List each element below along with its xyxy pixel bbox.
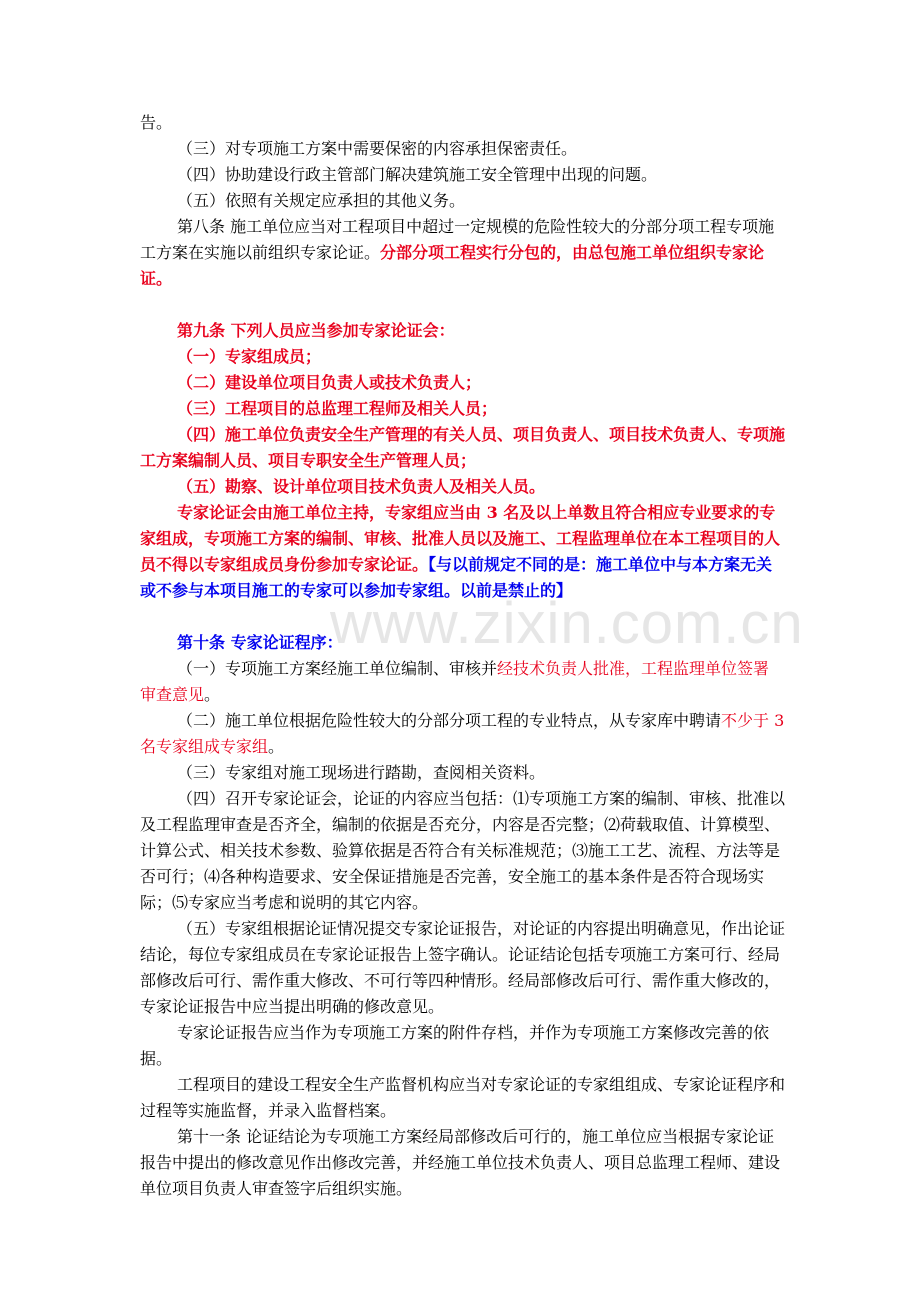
- text-segment: （五）依照有关规定应承担的其他义务。: [177, 191, 466, 210]
- text-segment: （四）协助建设行政主管部门解决建筑施工安全管理中出现的问题。: [177, 165, 658, 184]
- paragraph: [140, 136, 785, 162]
- paragraph: [140, 162, 785, 188]
- text-segment: 专家论证会由施工单位主持，专家组应当由 3 名及以上单数且符合相应专业要求的专家组成，专项施工方案的编制、审核、批准人员以及施工、工程监理单位在本工程项目的人员不得以专家组成员身份参加专家论证。: [140, 503, 781, 574]
- text-segment: （二）施工单位根据危险性较大的分部分项工程的专业特点，从专家库中聘请: [177, 711, 722, 730]
- paragraph: [140, 188, 785, 214]
- text-segment: 。: [268, 737, 285, 756]
- text-segment: 告。: [140, 113, 173, 132]
- text-segment: （三）工程项目的总监理工程师及相关人员；: [177, 399, 498, 418]
- text-segment: 专家论证报告应当作为专项施工方案的附件存档，并作为专项施工方案修改完善的依据。: [140, 1023, 770, 1068]
- paragraph: [140, 344, 785, 370]
- text-segment: 不少于 3 名专家组成专家组: [140, 711, 785, 756]
- paragraph: [140, 474, 785, 500]
- blank-line: [140, 604, 785, 630]
- text-segment: 第十条 专家论证程序：: [177, 633, 343, 652]
- paragraph: [140, 318, 785, 344]
- paragraph: [140, 656, 785, 708]
- paragraph: [140, 916, 785, 1020]
- watermark-text: www.zixin.com.cn: [330, 591, 804, 656]
- document-page: [140, 110, 785, 1202]
- paragraph: [140, 708, 785, 760]
- text-segment: （二）建设单位项目负责人或技术负责人；: [177, 373, 482, 392]
- text-segment: （三）对专项施工方案中需要保密的内容承担保密责任。: [177, 139, 578, 158]
- text-segment: 第九条 下列人员应当参加专家论证会：: [177, 321, 455, 340]
- paragraph: [140, 370, 785, 396]
- text-segment: 。: [204, 685, 221, 704]
- paragraph: [140, 1020, 785, 1072]
- paragraph: [140, 760, 785, 786]
- paragraph: [140, 630, 785, 656]
- text-segment: 工程项目的建设工程安全生产监督机构应当对专家论证的专家组组成、专家论证程序和过程等实施监督，并录入监督档案。: [140, 1075, 786, 1120]
- text-segment: 【与以前规定不同的是：施工单位中与本方案无关或不参与本项目施工的专家可以参加专家组。以前是禁止的】: [140, 555, 773, 600]
- text-segment: （三）专家组对施工现场进行踏勘，查阅相关资料。: [177, 763, 546, 782]
- text-segment: （四）召开专家论证会，论证的内容应当包括：⑴专项施工方案的编制、审核、批准以及工程监理审查是否齐全，编制的依据是否充分，内容是否完整；⑵荷载取值、计算模型、计算公式、相关技术参数、验算依据是否符合有关标准规范；⑶施工工艺、流程、方法等是否可行；⑷各种构造要求、安全保证措施是否完善，安全施工的基本条件是否符合现场实际；⑸专家应当考虑和说明的其它内容。: [140, 789, 786, 912]
- text-segment: （五）专家组根据论证情况提交专家论证报告，对论证的内容提出明确意见，作出论证结论，每位专家组成员在专家论证报告上签字确认。论证结论包括专项施工方案可行、经局部修改后可行、需作重大修改、不可行等四种情形。经局部修改后可行、需作重大修改的，专家论证报告中应当提出明确的修改意见。: [140, 919, 786, 1016]
- paragraph: [140, 1124, 785, 1202]
- text-segment: （四）施工单位负责安全生产管理的有关人员、项目负责人、项目技术负责人、专项施工方案编制人员、项目专职安全生产管理人员；: [140, 425, 786, 470]
- paragraph: [140, 500, 785, 604]
- paragraph: [140, 1072, 785, 1124]
- paragraph: [140, 110, 785, 136]
- blank-line: [140, 292, 785, 318]
- text-segment: （五）勘察、设计单位项目技术负责人及相关人员。: [177, 477, 546, 496]
- text-segment: 分部分项工程实行分包的，由总包施工单位组织专家论证。: [140, 243, 765, 288]
- paragraph: [140, 422, 785, 474]
- paragraph: [140, 396, 785, 422]
- text-segment: 第十一条 论证结论为专项施工方案经局部修改后可行的，施工单位应当根据专家论证报告中提出的修改意见作出修改完善，并经施工单位技术负责人、项目总监理工程师、建设单位项目负责人审查签字后组织实施。: [140, 1127, 781, 1198]
- paragraph: [140, 786, 785, 916]
- text-segment: 第八条 施工单位应当对工程项目中超过一定规模的危险性较大的分部分项工程专项施工方案在实施以前组织专家论证。: [140, 217, 775, 262]
- text-segment: （一）专家组成员；: [177, 347, 322, 366]
- text-segment: 经技术负责人批准，工程监理单位签署审查意见: [140, 659, 770, 704]
- text-segment: （一）专项施工方案经施工单位编制、审核并: [177, 659, 498, 678]
- paragraph: [140, 214, 785, 292]
